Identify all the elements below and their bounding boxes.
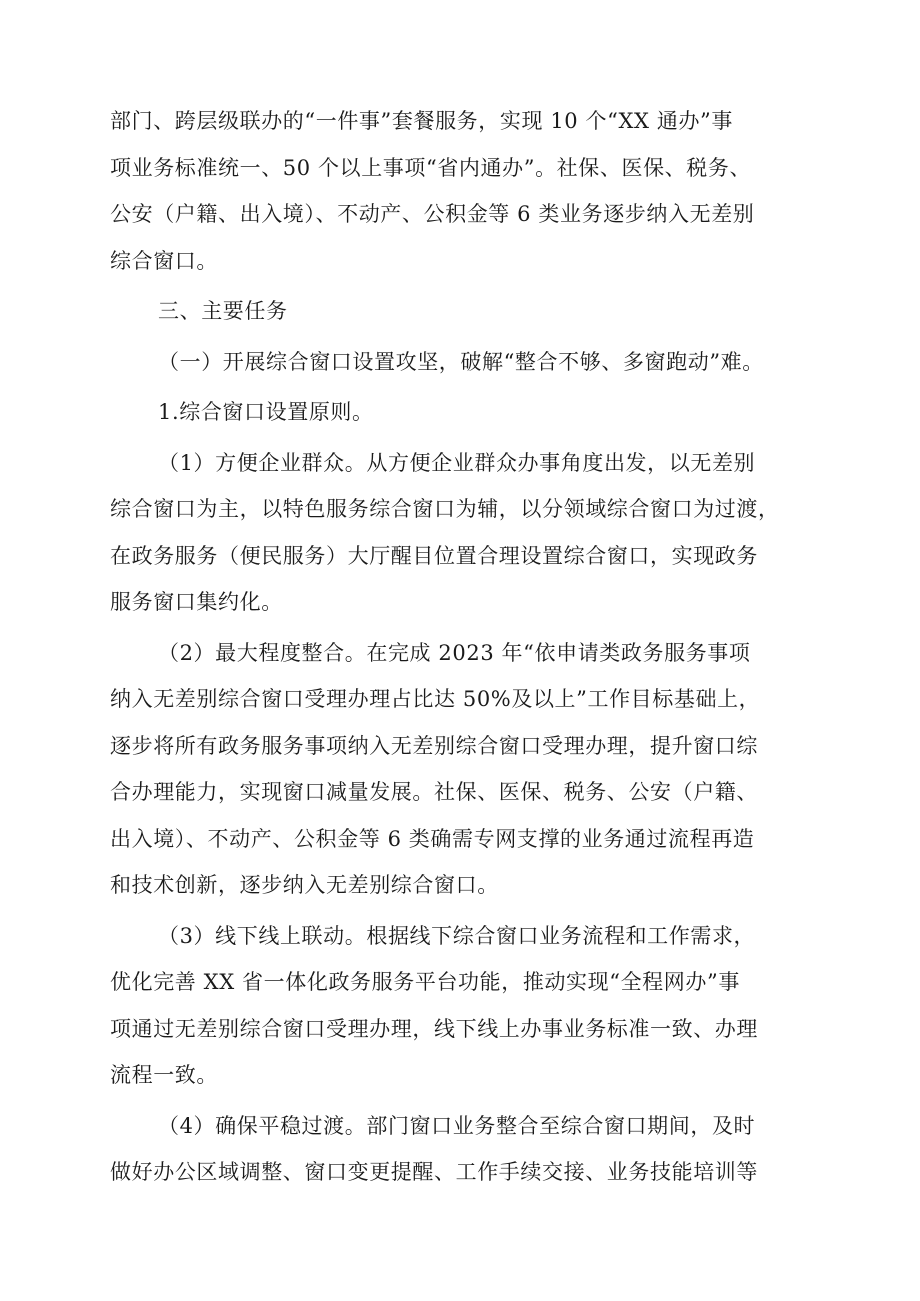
text-line: （2）最大程度整合。在完成 2023 年“依申请类政务服务事项 [158, 640, 751, 665]
text-line: （3）线下线上联动。根据线下综合窗口业务流程和工作需求， [158, 923, 756, 948]
text-line: 优化完善 XX 省一体化政务服务平台功能，推动实现“全程网办”事 [110, 970, 740, 994]
text-line: 项通过无差别综合窗口受理办理，线下线上办事业务标准一致、办理 [110, 1016, 758, 1041]
section-heading [110, 288, 822, 335]
text-line: 合办理能力，实现窗口减量发展。社保、医保、税务、公安（户籍、 [110, 780, 758, 804]
paragraph-continuation [110, 98, 822, 284]
text-line: 服务窗口集约化。 [110, 590, 283, 614]
subsection-heading-text: （一）开展综合窗口设置攻坚，破解“整合不够、多窗跑动”难。 [158, 349, 764, 374]
text-line: 项业务标准统一、50 个以上事项“省内通办”。社保、医保、税务、 [110, 155, 752, 180]
text-line: 纳入无差别综合窗口受理办理占比达 50%及以上”工作目标基础上， [110, 687, 761, 711]
text-line: 在政务服务（便民服务）大厅醒目位置合理设置综合窗口，实现政务 [110, 543, 758, 568]
section-heading-text: 三、主要任务 [158, 299, 288, 323]
text-line: 做好办公区域调整、窗口变更提醒、工作手续交接、业务技能培训等 [110, 1160, 758, 1184]
text-line: 部门、跨层级联办的“一件事”套餐服务，实现 10 个“XX 通办”事 [110, 109, 733, 133]
paragraph-convenience [110, 440, 822, 626]
paragraph-online-offline [110, 913, 822, 1099]
item-heading [110, 389, 822, 436]
text-line: 综合窗口。 [110, 248, 218, 273]
text-line: 出入境）、不动产、公积金等 6 类确需专网支撑的业务通过流程再造 [110, 826, 755, 851]
document-body [110, 98, 822, 1196]
paragraph-integration [110, 630, 822, 909]
text-line: 和技术创新，逐步纳入无差别综合窗口。 [110, 873, 499, 897]
text-line: 流程一致。 [110, 1063, 218, 1087]
text-line: （1）方便企业群众。从方便企业群众办事角度出发，以无差别 [158, 450, 756, 475]
item-heading-text: 1.综合窗口设置原则。 [158, 400, 374, 424]
text-line: 逐步将所有政务服务事项纳入无差别综合窗口受理办理，提升窗口综 [110, 733, 758, 758]
text-line: 综合窗口为主，以特色服务综合窗口为辅，以分领域综合窗口为过渡， [110, 497, 780, 521]
subsection-heading [110, 339, 822, 386]
paragraph-transition [110, 1103, 822, 1196]
text-line: （4）确保平稳过渡。部门窗口业务整合至综合窗口期间，及时 [158, 1113, 756, 1138]
text-line: 公安（户籍、出入境）、不动产、公积金等 6 类业务逐步纳入无差别 [110, 202, 755, 226]
